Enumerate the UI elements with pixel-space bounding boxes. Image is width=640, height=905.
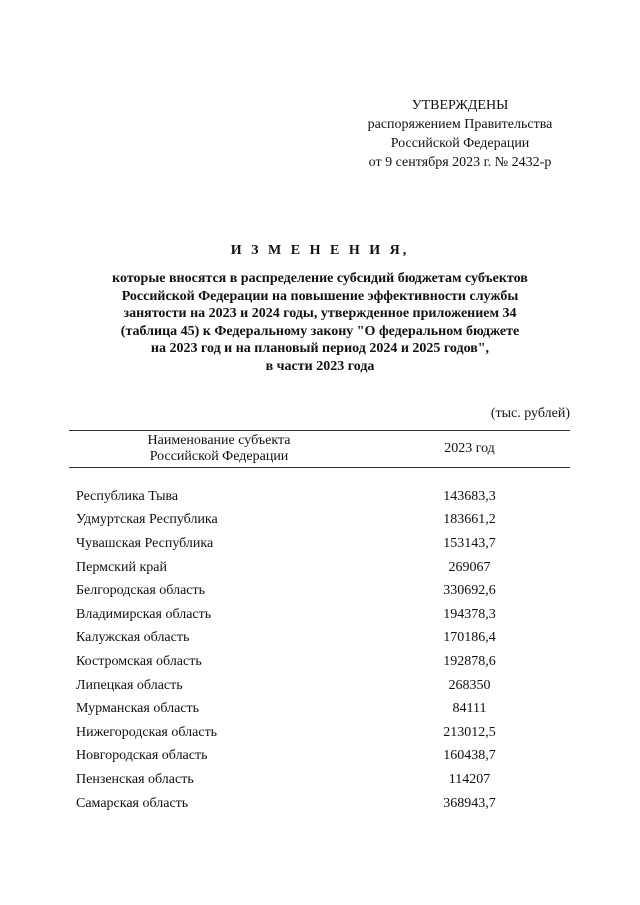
subsidy-value: 213012,5 xyxy=(443,724,496,740)
subject-name: Нижегородская область xyxy=(76,724,218,740)
subsidy-value: 268350 xyxy=(448,677,491,693)
table-row xyxy=(69,603,570,627)
table-row xyxy=(69,650,570,674)
table-row xyxy=(69,532,570,556)
subject-name: Белгородская область xyxy=(76,583,206,599)
table-row xyxy=(69,627,570,651)
subject-name: Владимирская область xyxy=(76,606,212,622)
approval-stamp xyxy=(330,96,590,172)
document-subtitle xyxy=(60,270,580,375)
subject-name: Новгородская область xyxy=(76,748,208,764)
column-header-subject xyxy=(69,431,369,468)
subtitle-line: (таблица 45) к Федеральному закону "О федеральном бюджете xyxy=(120,323,520,339)
subject-name: Удмуртская Республика xyxy=(76,512,218,528)
subsidy-value: 269067 xyxy=(448,559,491,575)
subsidy-value: 194378,3 xyxy=(443,606,496,622)
approval-decree: распоряжением Правительства xyxy=(367,117,553,132)
table-row xyxy=(69,556,570,580)
subject-name: Калужская область xyxy=(76,630,190,646)
table-row xyxy=(69,579,570,603)
subtitle-line: в части 2023 года xyxy=(265,358,375,374)
subsidy-value: 192878,6 xyxy=(443,653,496,669)
approval-date: от 9 сентября 2023 г. № 2432-р xyxy=(368,155,552,170)
subsidy-value: 330692,6 xyxy=(443,583,496,599)
table-row xyxy=(69,792,570,816)
subsidy-value: 170186,4 xyxy=(443,630,496,646)
table-row xyxy=(69,697,570,721)
column-header-year: 2023 год xyxy=(369,431,570,468)
document-heading xyxy=(60,241,580,375)
table-header-row xyxy=(69,431,570,468)
subsidy-value: 84111 xyxy=(452,701,487,717)
subsidy-value: 143683,3 xyxy=(443,488,496,504)
subject-name: Липецкая область xyxy=(76,677,183,693)
subject-name: Республика Тыва xyxy=(76,488,179,504)
approval-authority: Российской Федерации xyxy=(390,136,530,151)
column-header-subject-line2: Российской Федерации xyxy=(149,449,289,464)
table-row xyxy=(69,509,570,533)
table-row xyxy=(69,745,570,769)
approval-title: УТВЕРЖДЕНЫ xyxy=(411,98,509,113)
subtitle-line: на 2023 год и на плановый период 2024 и 2025 годов", xyxy=(150,341,490,356)
table-row xyxy=(69,721,570,745)
subject-name: Костромская область xyxy=(76,653,202,669)
subtitle-line: которые вносятся в распределение субсидий бюджетам субъектов xyxy=(112,271,528,286)
subject-name: Мурманская область xyxy=(76,701,200,717)
subject-name: Чувашская Республика xyxy=(76,535,214,551)
table-row xyxy=(69,674,570,698)
subsidy-value: 114207 xyxy=(448,771,491,787)
subsidy-value: 183661,2 xyxy=(443,512,496,528)
subsidy-value: 160438,7 xyxy=(443,748,496,764)
subject-name: Самарская область xyxy=(76,795,189,811)
subtitle-line: Российской Федерации на повышение эффективности службы xyxy=(121,288,519,304)
subsidy-value: 153143,7 xyxy=(443,535,496,551)
table-spacer xyxy=(69,468,570,486)
column-header-subject-line1: Наименование субъекта xyxy=(147,433,291,448)
subtitle-line: занятости на 2023 и 2024 годы, утвержденное приложением 34 xyxy=(123,306,517,321)
table-row xyxy=(69,768,570,792)
subject-name: Пензенская область xyxy=(76,771,194,787)
subject-name: Пермский край xyxy=(76,559,167,575)
document-title: И З М Е Н Е Н И Я, xyxy=(230,243,410,258)
table-row xyxy=(69,485,570,509)
units-note: (тыс. рублей) xyxy=(490,406,570,421)
subsidy-table xyxy=(69,430,570,815)
subsidy-value: 368943,7 xyxy=(443,795,496,811)
